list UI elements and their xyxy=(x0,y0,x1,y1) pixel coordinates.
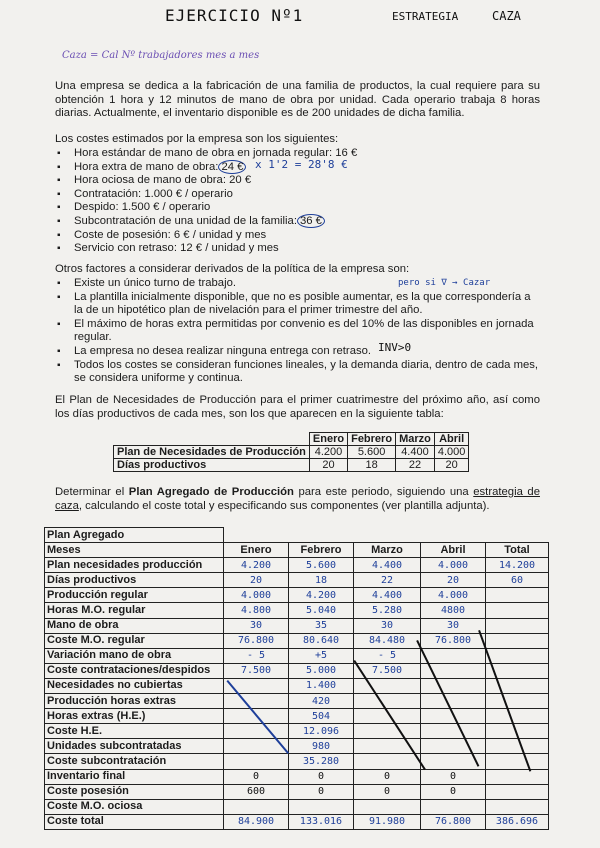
row-label: Coste subcontratación xyxy=(45,754,224,769)
cell xyxy=(354,678,421,693)
table-row xyxy=(45,769,549,784)
cell xyxy=(354,724,421,739)
cell xyxy=(421,694,486,709)
circled-overtime-cost: 24 € xyxy=(218,160,246,174)
intro-paragraph: Una empresa se dedica a la fabricación de una familia de productos, la cual requiere para su obtención 1 hora y 12 minutos de mano de obra por unidad. Cada operario trabaja 8 horas diarias. Actualmente, el inventario disponible es de 200 unidades de dicha familia. xyxy=(55,80,540,119)
cell xyxy=(486,694,549,709)
cell xyxy=(486,784,549,799)
cell: 18 xyxy=(289,573,354,588)
cell: 20 xyxy=(309,459,347,472)
cell: 22 xyxy=(396,459,435,472)
cell: 5.000 xyxy=(289,663,354,678)
cell: 22 xyxy=(354,573,421,588)
cost-item: ▪ Servicio con retraso: 12 € / unidad y mes xyxy=(57,242,539,256)
row-label: Coste H.E. xyxy=(45,724,224,739)
cell: 14.200 xyxy=(486,558,549,573)
cell xyxy=(486,633,549,648)
cell: 76.800 xyxy=(421,814,486,829)
cell: 76.800 xyxy=(421,633,486,648)
month-header: Abril xyxy=(421,543,486,558)
cell xyxy=(486,754,549,769)
cell xyxy=(421,799,486,814)
table-row xyxy=(45,814,549,829)
cell: - 5 xyxy=(224,648,289,663)
cell xyxy=(421,739,486,754)
cost-item xyxy=(57,215,539,229)
cell: 20 xyxy=(421,573,486,588)
cell: 30 xyxy=(224,618,289,633)
cell: 91.980 xyxy=(354,814,421,829)
table-row xyxy=(45,694,549,709)
factor-item: ▪ El máximo de horas extra permitidas por convenio es del 10% de las disponibles en jornada regular. xyxy=(57,318,539,345)
cost-item: ▪ Hora ociosa de mano de obra: 20 € xyxy=(57,174,539,188)
cell xyxy=(421,648,486,663)
row-label: Necesidades no cubiertas xyxy=(45,678,224,693)
row-label: Mano de obra xyxy=(45,618,224,633)
cell: 4.000 xyxy=(421,588,486,603)
cell: 4.800 xyxy=(224,603,289,618)
table-row xyxy=(45,588,549,603)
cell: 1.400 xyxy=(289,678,354,693)
cost-item-label: Hora extra de mano de obra: xyxy=(74,160,219,173)
cell xyxy=(486,678,549,693)
row-label: Plan necesidades producción xyxy=(45,558,224,573)
cell: 133.016 xyxy=(289,814,354,829)
cell xyxy=(224,724,289,739)
cost-item: ▪ Contratación: 1.000 € / operario xyxy=(57,188,539,202)
cell xyxy=(486,648,549,663)
row-label: Días productivos xyxy=(114,459,310,472)
cell xyxy=(289,799,354,814)
cell xyxy=(486,709,549,724)
task-bold: Plan Agregado de Producción xyxy=(128,486,294,498)
month-header: Marzo xyxy=(354,543,421,558)
cell xyxy=(486,603,549,618)
cost-item-label: Subcontratación de una unidad de la familia: xyxy=(74,214,297,227)
cell: 7.500 xyxy=(224,663,289,678)
needs-table xyxy=(113,432,469,472)
table-row xyxy=(45,709,549,724)
table-row xyxy=(45,618,549,633)
circled-subcontract-cost: 36 € xyxy=(297,214,325,228)
cell xyxy=(421,678,486,693)
cell: 84.480 xyxy=(354,633,421,648)
handwritten-top-note: Caza = Cal Nº trabajadores mes a mes xyxy=(62,50,260,61)
table-row xyxy=(45,603,549,618)
cell: 4.400 xyxy=(354,558,421,573)
handwritten-strategy-tag: ESTRATEGIA xyxy=(392,10,459,23)
row-label: Días productivos xyxy=(45,573,224,588)
cell: 18 xyxy=(348,459,396,472)
handwritten-caza-tag: CAZA xyxy=(492,9,521,23)
cell: 0 xyxy=(354,784,421,799)
cell: 76.800 xyxy=(224,633,289,648)
cell: 4.200 xyxy=(289,588,354,603)
cell: 30 xyxy=(421,618,486,633)
aggregate-plan-table xyxy=(44,527,549,830)
factors-list xyxy=(57,277,539,386)
factor-item: ▪ La plantilla inicialmente disponible, que no es posible aumentar, es la que correspondería a la de un hipotético plan de nivelación para el primer trimestre del año. xyxy=(57,291,539,318)
cell xyxy=(354,799,421,814)
costs-intro: Los costes estimados por la empresa son los siguientes: xyxy=(55,133,339,145)
cell xyxy=(486,799,549,814)
row-label: Producción regular xyxy=(45,588,224,603)
cell: 60 xyxy=(486,573,549,588)
cell xyxy=(486,769,549,784)
factor-item: ▪ La empresa no desea realizar ninguna entrega con retraso. xyxy=(57,345,539,359)
cell: 0 xyxy=(289,769,354,784)
cell: 0 xyxy=(224,769,289,784)
cell xyxy=(224,799,289,814)
cell: 504 xyxy=(289,709,354,724)
table-row xyxy=(45,784,549,799)
row-label: Coste M.O. ociosa xyxy=(45,799,224,814)
cell: 5.040 xyxy=(289,603,354,618)
table-row xyxy=(45,573,549,588)
cell: 4.200 xyxy=(224,558,289,573)
cell: 0 xyxy=(354,769,421,784)
month-header: Abril xyxy=(434,433,469,446)
task-underlined: estrategia de caza xyxy=(55,486,540,512)
table-row xyxy=(45,663,549,678)
cell: 420 xyxy=(289,694,354,709)
cell: 4.400 xyxy=(354,588,421,603)
cell xyxy=(354,694,421,709)
task-paragraph: Determinar el Plan Agregado de Producción para este periodo, siguiendo una estrategia de caza, calculando el coste total y especificando sus componentes (ver plantilla adjunta). xyxy=(55,486,540,512)
row-label: Variación mano de obra xyxy=(45,648,224,663)
plan-intro: El Plan de Necesidades de Producción para el primer cuatrimestre del próximo año, así como los días productivos de cada mes, son los que aparecen en la siguiente tabla: xyxy=(55,394,540,420)
cell: 4.400 xyxy=(396,446,435,459)
row-label: Coste contrataciones/despidos xyxy=(45,663,224,678)
cell: 12.096 xyxy=(289,724,354,739)
cell: 4.000 xyxy=(434,446,469,459)
cell: 4.000 xyxy=(421,558,486,573)
cell: 80.640 xyxy=(289,633,354,648)
cell: 0 xyxy=(289,784,354,799)
table-row xyxy=(45,558,549,573)
cell: 5.280 xyxy=(354,603,421,618)
handwritten-title: EJERCICIO Nº1 xyxy=(165,6,304,25)
cell: 5.600 xyxy=(348,446,396,459)
cell: 0 xyxy=(421,784,486,799)
table-title: Plan Agregado xyxy=(45,528,224,543)
row-label: Horas extras (H.E.) xyxy=(45,709,224,724)
handwritten-pero-note: pero si ∇ → Cazar xyxy=(398,278,491,288)
row-label: Plan de Necesidades de Producción xyxy=(114,446,310,459)
table-row xyxy=(45,633,549,648)
row-label: Unidades subcontratadas xyxy=(45,739,224,754)
cell: 0 xyxy=(421,769,486,784)
cost-item: ▪ Despido: 1.500 € / operario xyxy=(57,201,539,215)
row-label: Producción horas extras xyxy=(45,694,224,709)
row-label: Meses xyxy=(45,543,224,558)
row-label: Coste M.O. regular xyxy=(45,633,224,648)
cell xyxy=(486,618,549,633)
cost-item: ▪ Coste de posesión: 6 € / unidad y mes xyxy=(57,229,539,243)
cell: 4.200 xyxy=(309,446,347,459)
handwritten-inventory-note: INV>0 xyxy=(378,341,412,354)
table-row xyxy=(45,648,549,663)
cell: 600 xyxy=(224,784,289,799)
month-header: Marzo xyxy=(396,433,435,446)
cell: 5.600 xyxy=(289,558,354,573)
table-row xyxy=(45,724,549,739)
table-row xyxy=(45,799,549,814)
factors-intro: Otros factores a considerar derivados de la política de la empresa son: xyxy=(55,263,410,275)
row-label: Horas M.O. regular xyxy=(45,603,224,618)
cell xyxy=(224,754,289,769)
cell: 980 xyxy=(289,739,354,754)
cell: - 5 xyxy=(354,648,421,663)
table-row xyxy=(45,678,549,693)
month-header: Febrero xyxy=(348,433,396,446)
cell xyxy=(224,694,289,709)
factor-item: ▪ Existe un único turno de trabajo. xyxy=(57,277,539,291)
cell: 7.500 xyxy=(354,663,421,678)
cell: 20 xyxy=(224,573,289,588)
row-label: Coste posesión xyxy=(45,784,224,799)
month-header: Febrero xyxy=(289,543,354,558)
cell: 4.000 xyxy=(224,588,289,603)
cell: +5 xyxy=(289,648,354,663)
factor-item: ▪ Todos los costes se consideran funciones lineales, y la demanda diaria, dentro de cada mes, se considera uniforme y continua. xyxy=(57,359,539,386)
cell: 386.696 xyxy=(486,814,549,829)
row-label: Coste total xyxy=(45,814,224,829)
cell xyxy=(486,588,549,603)
row-label: Inventario final xyxy=(45,769,224,784)
cell xyxy=(486,739,549,754)
cell: 30 xyxy=(354,618,421,633)
cell: 20 xyxy=(434,459,469,472)
cell xyxy=(354,754,421,769)
cell xyxy=(421,724,486,739)
cost-item: ▪ Hora estándar de mano de obra en jornada regular: 16 € xyxy=(57,147,539,161)
cell: 35 xyxy=(289,618,354,633)
month-header: Total xyxy=(486,543,549,558)
cell: 4800 xyxy=(421,603,486,618)
cell: 35.280 xyxy=(289,754,354,769)
month-header: Enero xyxy=(309,433,347,446)
handwritten-overtime-calc: x 1'2 = 28'8 € xyxy=(255,158,348,171)
month-header: Enero xyxy=(224,543,289,558)
cell: 84.900 xyxy=(224,814,289,829)
